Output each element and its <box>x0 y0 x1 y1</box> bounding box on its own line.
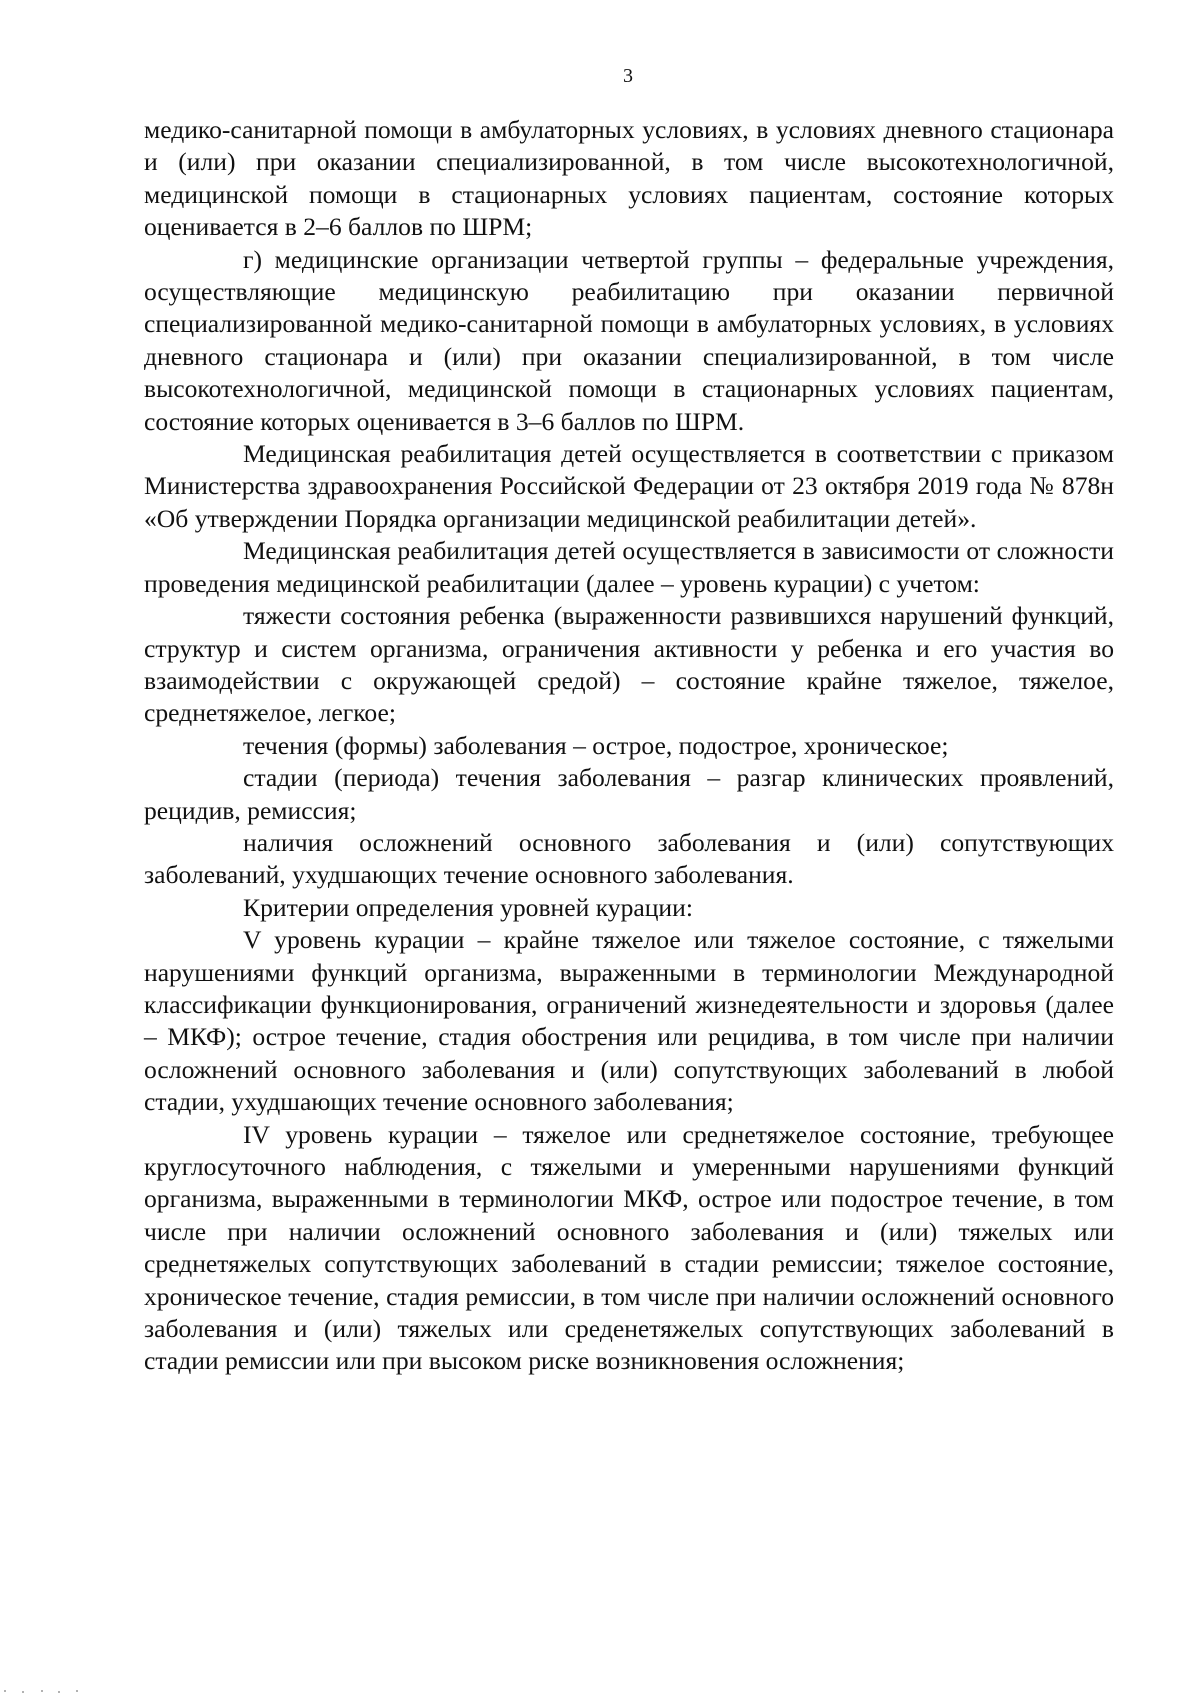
paragraph-stage: стадии (периода) течения заболевания – разгар клинических проявлений, рецидив, ремиссия; <box>144 763 1114 825</box>
paragraph-complications: наличия осложнений основного заболевания и (или) сопутствующих заболеваний, ухудшающих течение основного заболевания. <box>144 827 1114 890</box>
paragraph-level-iv: IV уровень курации – тяжелое или среднетяжелое состояние, требующее круглосуточного наблюдения, с тяжелыми и умеренными нарушениями функций организма, выраженными в терминологии МКФ, острое или подострое течение, в том числе при наличии осложнений основного заболевания и (или) тяжелых или среднетяжелых сопутствующих заболеваний в стадии ремиссии; тяжелое состояние, хроническое течение, стадия ремиссии, в том числе при наличии осложнений основного заболевания и (или) тяжелых или среденетяжелых сопутствующих заболеваний в стадии ремиссии или при высоком риске возникновения осложнения; <box>144 1119 1114 1376</box>
paragraph-curation-level-intro: Медицинская реабилитация детей осуществляется в зависимости от сложности проведения медицинской реабилитации (далее – уровень курации) с учетом: <box>144 536 1114 598</box>
scan-speck <box>4 1690 6 1692</box>
paragraph-continuation: медико-санитарной помощи в амбулаторных условиях, в условиях дневного стационара и (или) при оказании специализированной, в том числе высокотехнологичной, медицинской помощи в стационарных условиях пациентам, состояние которых оценивается в 2–6 баллов по ШРМ; <box>144 115 1114 242</box>
page-number: 3 <box>623 65 633 87</box>
paragraph-course-form: течения (формы) заболевания – острое, подострое, хроническое; <box>243 730 949 760</box>
scan-speck <box>22 1691 24 1693</box>
scan-specks <box>0 1678 200 1698</box>
paragraph-criteria-heading: Критерии определения уровней курации: <box>243 892 693 922</box>
scan-speck <box>58 1691 60 1693</box>
scan-speck <box>41 1690 43 1692</box>
scan-speck <box>76 1690 78 1692</box>
paragraph-children-rehab-order: Медицинская реабилитация детей осуществляется в соответствии с приказом Министерства здравоохранения Российской Федерации от 23 октября 2019 года № 878н «Об утверждении Порядка организации медицинской реабилитации детей». <box>144 439 1114 533</box>
document-body <box>144 114 1114 1378</box>
paragraph-severity: тяжести состояния ребенка (выраженности развившихся нарушений функций, структур и систем организма, ограничения активности у ребенка и его участия во взаимодействии с окружающей средой) – состояние крайне тяжелое, тяжелое, среднетяжелое, легкое; <box>144 601 1114 728</box>
paragraph-fourth-group: г) медицинские организации четвертой группы – федеральные учреждения, осуществляющие медицинскую реабилитацию при оказании первичной специализированной медико-санитарной помощи в амбулаторных условиях, в условиях дневного стационара и (или) при оказании специализированной, в том числе высокотехнологичной, медицинской помощи в стационарных условиях пациентам, состояние которых оценивается в 3–6 баллов по ШРМ. <box>144 244 1114 436</box>
paragraph-level-v: V уровень курации – крайне тяжелое или тяжелое состояние, с тяжелыми нарушениями функций организма, выраженными в терминологии Международной классификации функционирования, ограничений жизнедеятельности и здоровья (далее – МКФ); острое течение, стадия обострения или рецидива, в том числе при наличии осложнений основного заболевания и (или) сопутствующих заболеваний в любой стадии, ухудшающих течение основного заболевания; <box>144 925 1114 1117</box>
